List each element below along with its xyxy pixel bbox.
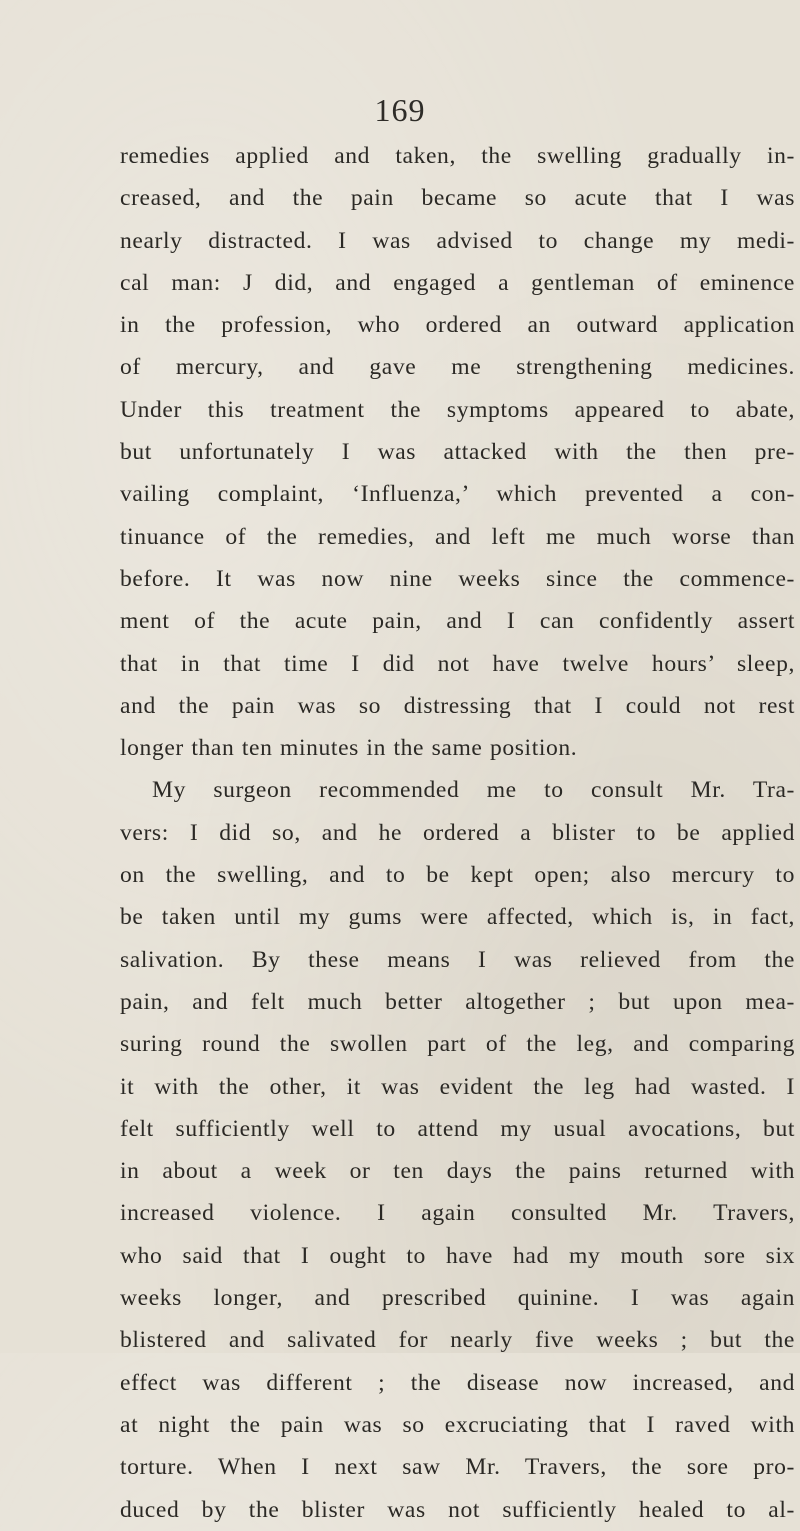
text-line: at night the pain was so excruciating that I raved with — [120, 1411, 795, 1438]
text-line: in about a week or ten days the pains returned with — [120, 1158, 795, 1185]
text-line: in the profession, who ordered an outward application — [120, 312, 795, 339]
text-line: blistered and salivated for nearly five weeks ; but the — [120, 1327, 795, 1354]
text-line: effect was different ; the disease now increased, and — [120, 1369, 795, 1396]
text-line: felt sufficiently well to attend my usual avocations, but — [120, 1115, 795, 1142]
text-line: longer than ten minutes in the same position. — [120, 735, 578, 762]
text-line: duced by the blister was not sufficiently healed to al- — [120, 1496, 795, 1523]
text-line: on the swelling, and to be kept open; also mercury to — [120, 862, 795, 889]
page-number: 169 — [374, 92, 426, 128]
text-line: nearly distracted. I was advised to change my medi- — [120, 227, 795, 254]
text-line: be taken until my gums were affected, which is, in fact, — [120, 904, 795, 931]
text-line: increased violence. I again consulted Mr. Travers, — [120, 1200, 795, 1227]
text-line: of mercury, and gave me strengthening medicines. — [120, 354, 795, 381]
text-line: My surgeon recommended me to consult Mr. Tra- — [152, 777, 795, 804]
text-line: that in that time I did not have twelve hours’ sleep, — [120, 650, 795, 677]
text-line: it with the other, it was evident the leg had wasted. I — [120, 1073, 795, 1100]
text-line: vailing complaint, ‘Influenza,’ which prevented a con- — [120, 481, 795, 508]
body-text — [120, 135, 795, 1531]
text-line: pain, and felt much better altogether ; but upon mea- — [120, 988, 795, 1015]
text-line: remedies applied and taken, the swelling gradually in- — [120, 143, 795, 169]
text-line: before. It was now nine weeks since the commence- — [120, 565, 795, 592]
text-line: suring round the swollen part of the leg, and comparing — [120, 1031, 795, 1058]
text-line: but unfortunately I was attacked with the then pre- — [120, 439, 795, 466]
text-line: salivation. By these means I was relieved from the — [120, 946, 795, 973]
text-line: torture. When I next saw Mr. Travers, the sore pro- — [120, 1454, 795, 1481]
text-line: vers: I did so, and he ordered a blister to be applied — [120, 819, 795, 846]
text-line: who said that I ought to have had my mouth sore six — [120, 1242, 795, 1269]
text-line: ment of the acute pain, and I can confidently assert — [120, 608, 795, 635]
text-line: and the pain was so distressing that I could not rest — [120, 692, 795, 719]
text-line: Under this treatment the symptoms appeared to abate, — [120, 396, 795, 423]
text-line: tinuance of the remedies, and left me much worse than — [120, 523, 795, 550]
text-line: cal man: J did, and engaged a gentleman of eminence — [120, 269, 795, 296]
text-line: creased, and the pain became so acute that I was — [120, 185, 795, 212]
text-line: weeks longer, and prescribed quinine. I was again — [120, 1285, 795, 1312]
